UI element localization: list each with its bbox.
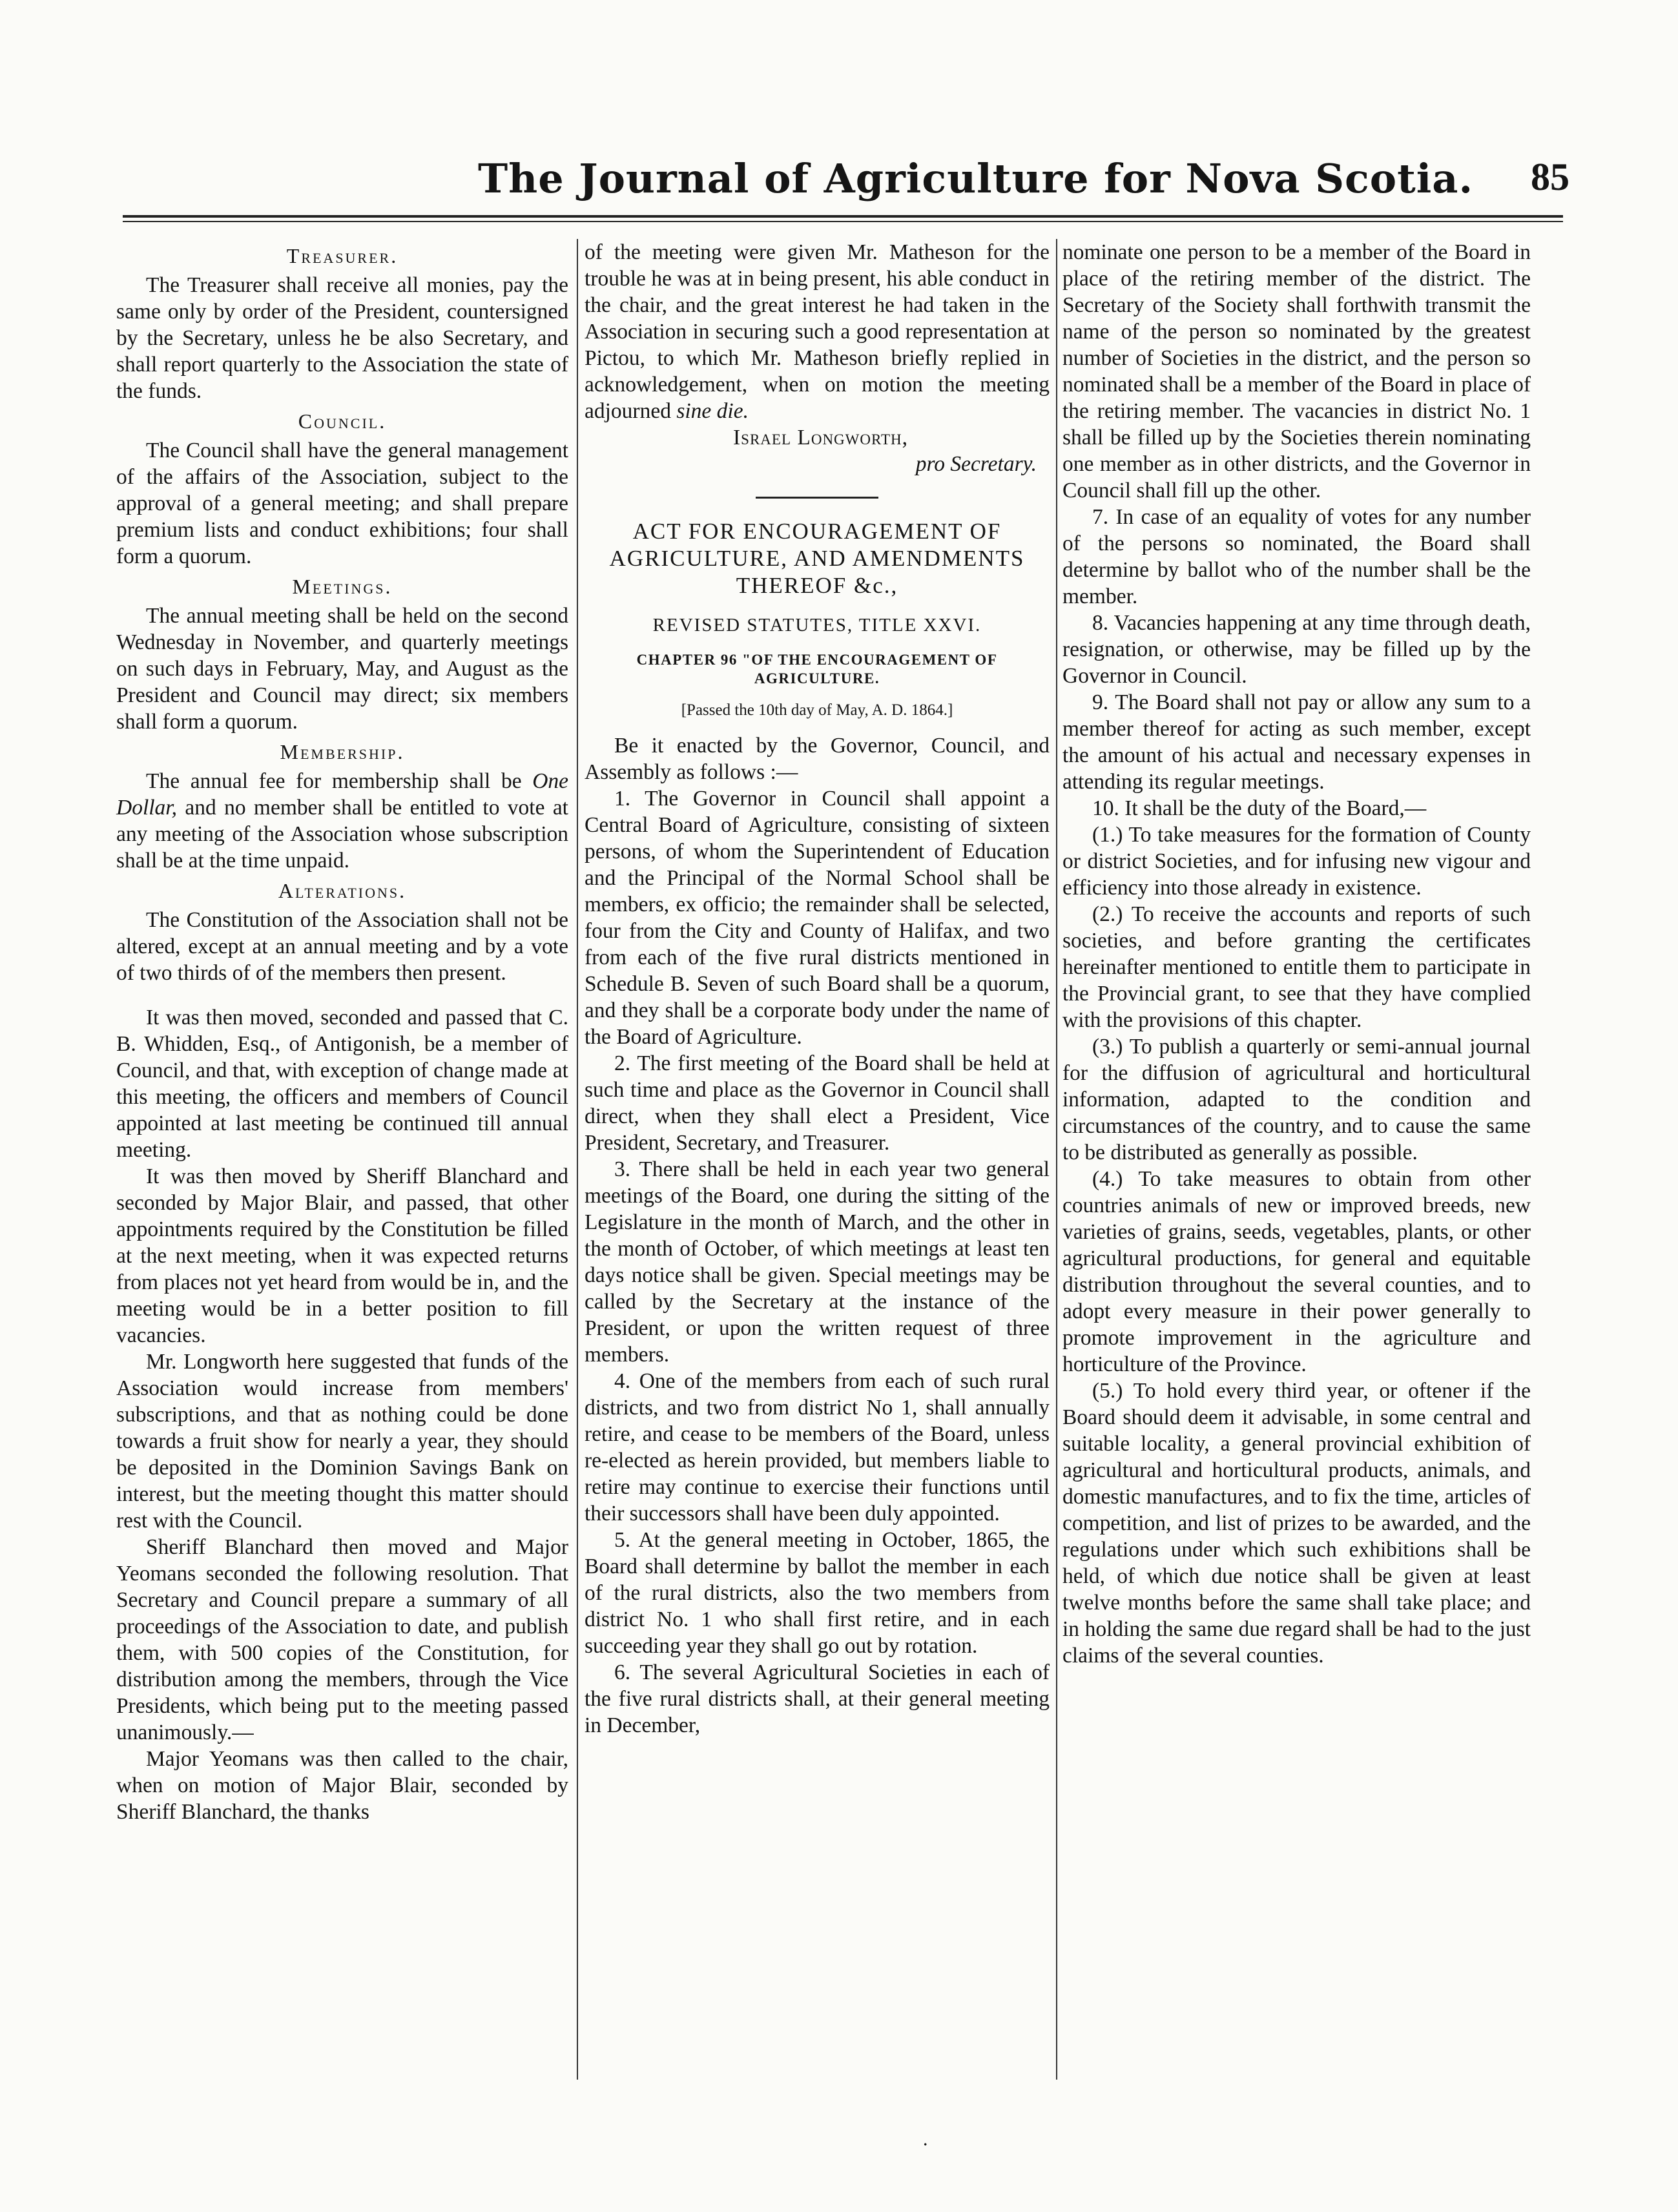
section-separator [756,497,878,499]
column-2 [585,239,1050,1739]
column-3 [1062,239,1531,1669]
thanks-text: of the meeting were given Mr. Matheson for the trouble he was at in being present, his able conduct in the chair, and the great interest he had taken in the Association in securing such a good representation at Pictou, to which Mr. Matheson briefly replied in acknowledgement, when on motion the meeting adjourned [585,240,1050,423]
signature-name: Israel Longworth, [733,426,908,450]
heading-membership: Membership. [280,740,405,763]
section-6: 6. The several Agricultural Societies in each of the five rural districts shall, at their general meeting in December, [585,1660,1050,1737]
duty-item-1: (1.) To take measures for the formation of County or district Societies, and for infusing new vigour and efficiency into those already in existence. [1062,823,1531,900]
membership-text-b: and no member shall be entitled to vote at any meeting of the Association whose subscription shall be at the time unpaid. [116,796,568,873]
section-9: 9. The Board shall not pay or allow any sum to a member thereof for acting as such member, except the amount of his actual and necessary expenses in attending its regular meetings. [1062,690,1531,794]
section-5: 5. At the general meeting in October, 1865, the Board shall determine by ballot the member in each of the rural districts, also the two members from district No. 1 who shall first retire, and in each succeeding year they shall go out by rotation. [585,1528,1050,1658]
duty-item-4: (4.) To take measures to obtain from other countries animals of new or improved breeds, new varieties of grains, seeds, vegetables, plants, or other agricultural productions, for general and equitable distribution throughout the several counties, and to adopt every measure in their power generally to promote improvement in the agriculture and horticulture of the Province. [1062,1167,1531,1376]
revised-statutes: REVISED STATUTES, TITLE XXVI. [652,615,982,636]
heading-council: Council. [298,409,387,433]
paragraph-minutes-1: It was then moved, seconded and passed that C. B. Whidden, Esq., of Antigonish, be a member of Council, and that, with exception of change made at this meeting, the officers and members of Council appointed at last meeting be continued till annual meeting. [116,1006,568,1162]
section-1: 1. The Governor in Council shall appoint a Central Board of Agriculture, consisting of sixteen persons, of whom the Superintendent of Education and the Principal of the Normal School shall be members, ex officio; the remainder shall be selected, four from the City and County of Halifax, and two from each of the five rural districts mentioned in Schedule B. Seven of such Board shall be a quorum, and they shall be a corporate body under the name of the Board of Agriculture. [585,787,1050,1049]
paragraph-minutes-5: Major Yeomans was then called to the chair, when on motion of Major Blair, seconded by Sheriff Blanchard, the thanks [116,1747,568,1824]
section-4: 4. One of the members from each of such rural districts, and two from district No 1, shall annually retire, and cease to be members of the Board, unless re-elected as herein provided, but members liable to retire may continue to exercise their functions until their successors shall have been duly appointed. [585,1369,1050,1525]
header-rule-bottom [123,221,1563,222]
column-divider-2 [1056,239,1057,2080]
paragraph-minutes-4: Sheriff Blanchard then moved and Major Yeomans seconded the following resolution. That Secretary and Council prepare a summary of all proceedings of the Association to date, and publish them, with 500 copies of the Constitution, for distribution among the members, through the Vice Presidents, which being put to the meeting passed unanimously.— [116,1535,568,1744]
heading-alterations: Alterations. [278,879,407,902]
section-8: 8. Vacancies happening at any time through death, resignation, or otherwise, may be filled up by the Governor in Council. [1062,611,1531,688]
act-title: ACT FOR ENCOURAGEMENT OF AGRICULTURE, AND AMENDMENTS THEREOF &c., [609,519,1025,598]
sine-die: sine die. [676,399,749,423]
chapter-heading: CHAPTER 96 "OF THE ENCOURAGEMENT OF AGRICULTURE. [636,652,998,687]
print-mark: ˙ [922,2139,929,2163]
section-10: 10. It shall be the duty of the Board,— [1092,796,1427,820]
duty-item-3: (3.) To publish a quarterly or semi-annual journal for the diffusion of agricultural and horticultural information, adapted to the condition and circumstances of the country, and to cause the same to be distributed as generally as possible. [1062,1035,1531,1164]
paragraph-minutes-3: Mr. Longworth here suggested that funds of the Association would increase from members' subscriptions, and that as nothing could be done towards a fruit show for nearly a year, they should be deposited in the Dominion Savings Bank on interest, but the meeting thought this matter should rest with the Council. [116,1350,568,1533]
signature-role: pro Secretary. [915,452,1037,476]
passed-date: [Passed the 10th day of May, A. D. 1864.] [681,701,953,719]
paragraph-council: The Council shall have the general management of the affairs of the Association, subject to the approval of a general meeting; and shall prepare premium lists and conduct exhibitions; four shall form a quorum. [116,439,568,568]
paragraph-minutes-2: It was then moved by Sheriff Blanchard and seconded by Major Blair, and passed, that other appointments required by the Constitution be filled at the next meeting, when it was expected returns from places not yet heard from would be in, and the meeting would be in a better position to fill vacancies. [116,1164,568,1347]
column-divider-1 [577,239,578,2080]
paragraph-treasurer: The Treasurer shall receive all monies, pay the same only by order of the President, countersigned by the Secretary, unless he be also Secretary, and shall report quarterly to the Association the state of the funds. [116,273,568,403]
header-rule-top [123,215,1563,218]
heading-treasurer: Treasurer. [286,244,399,267]
section-3: 3. There shall be held in each year two general meetings of the Board, one during the sitting of the Legislature in the month of March, and the other in the month of October, of which meetings at least ten days notice shall be given. Special meetings may be called by the Secretary at the instance of the President, or upon the written request of three members. [585,1157,1050,1367]
paragraph-meetings: The annual meeting shall be held on the second Wednesday in November, and quarterly meetings on such days in February, May, and August as the President and Council may direct; six members shall form a quorum. [116,604,568,734]
duty-item-2: (2.) To receive the accounts and reports of such societies, and before granting the certificates hereinafter mentioned to entitle them to participate in the Provincial grant, to see that they have complied with the provisions of this chapter. [1062,902,1531,1032]
section-7: 7. In case of an equality of votes for any number of the persons so nominated, the Board shall determine by ballot who of the number shall be the member. [1062,505,1531,608]
paragraph-thanks [585,239,1050,424]
paragraph-membership [116,768,568,874]
heading-meetings: Meetings. [292,575,393,598]
page-number: 85 [1531,156,1569,198]
section-6-continued: nominate one person to be a member of the Board in place of the retiring member of the district. The Secretary of the Society shall forthwith transmit the name of the person so nominated by the greatest number of Societies in the district, and the person so nominated shall be a member of the Board in place of the retiring member. The vacancies in district No. 1 shall be filled up by the Societies therein nominating one member as in other districts, and the Governor in Council shall fill up the other. [1062,240,1531,502]
duty-item-5: (5.) To hold every third year, or oftener if the Board should deem it advisable, in some central and suitable locality, a general provincial exhibition of agricultural and horticultural products, animals, and domestic manufactures, and to fix the time, articles of competition, and list of prizes to be awarded, and the regulations under which such exhibitions shall be held, of which due notice shall be given at least twelve months before the same shall take place; and in holding the same due regard shall be had to the just claims of the several counties. [1062,1379,1531,1668]
paragraph-alterations: The Constitution of the Association shall not be altered, except at an annual meeting and by a vote of two thirds of of the members then present. [116,908,568,985]
section-2: 2. The first meeting of the Board shall be held at such time and place as the Governor in Council shall direct, when they shall elect a President, Vice President, Secretary, and Treasurer. [585,1051,1050,1155]
journal-title: The Journal of Agriculture for Nova Scotia. [478,155,1474,202]
membership-fee: One Dollar, [116,769,568,820]
enacting-clause: Be it enacted by the Governor, Council, and Assembly as follows :— [585,734,1050,784]
membership-text-a: The annual fee for membership shall be [146,769,522,793]
column-1 [116,239,568,1825]
